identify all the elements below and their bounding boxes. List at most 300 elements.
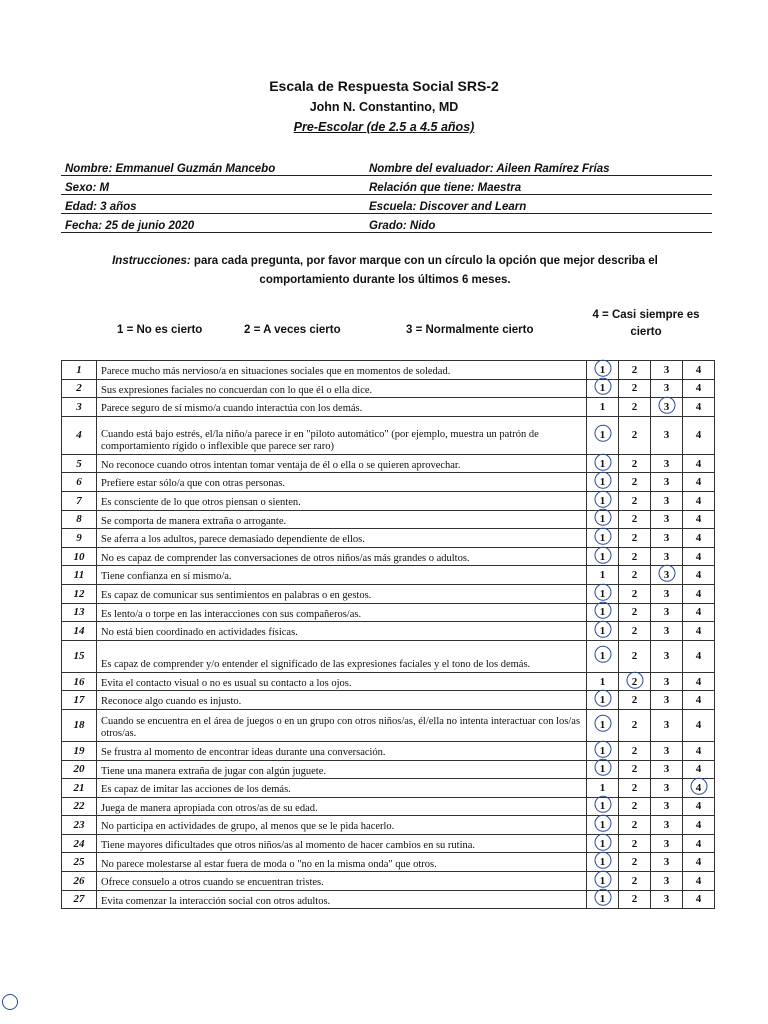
option-value: 1 bbox=[599, 624, 606, 637]
option-value: 2 bbox=[631, 744, 638, 757]
question-row bbox=[62, 584, 715, 603]
option-2[interactable] bbox=[619, 529, 651, 548]
question-row bbox=[62, 566, 715, 585]
option-4[interactable] bbox=[683, 566, 715, 585]
question-row bbox=[62, 872, 715, 891]
option-2-selected[interactable] bbox=[619, 672, 651, 691]
option-value: 4 bbox=[695, 650, 702, 663]
option-value: 3 bbox=[663, 719, 670, 732]
option-value: 1 bbox=[599, 719, 606, 732]
option-3[interactable] bbox=[651, 473, 683, 492]
option-2[interactable] bbox=[619, 361, 651, 380]
option-4[interactable] bbox=[683, 672, 715, 691]
option-value: 3 bbox=[663, 513, 670, 526]
option-4[interactable] bbox=[683, 510, 715, 529]
field-fecha: Fecha: 25 de junio 2020 bbox=[61, 214, 365, 233]
question-text: Parece mucho más nervioso/a en situaciones sociales que en momentos de soledad. bbox=[97, 361, 587, 380]
question-text: Ofrece consuelo a otros cuando se encuentran tristes. bbox=[97, 872, 587, 891]
option-4[interactable] bbox=[683, 760, 715, 779]
question-text: Es capaz de imitar las acciones de los demás. bbox=[97, 779, 587, 798]
question-text: No reconoce cuando otros intentan tomar ventaja de él o ella o se quieren aprovechar. bbox=[97, 454, 587, 473]
option-value: 4 bbox=[695, 476, 702, 489]
option-value: 4 bbox=[695, 744, 702, 757]
option-2[interactable] bbox=[619, 890, 651, 909]
option-3[interactable] bbox=[651, 872, 683, 891]
option-4[interactable] bbox=[683, 834, 715, 853]
option-3[interactable] bbox=[651, 584, 683, 603]
question-row bbox=[62, 622, 715, 641]
question-row bbox=[62, 491, 715, 510]
option-2[interactable] bbox=[619, 454, 651, 473]
option-value: 2 bbox=[631, 893, 638, 906]
option-value: 1 bbox=[599, 513, 606, 526]
question-text: Se aferra a los adultos, parece demasiado dependiente de ellos. bbox=[97, 529, 587, 548]
option-value: 2 bbox=[631, 694, 638, 707]
question-text: Se comporta de manera extraña o arrogante. bbox=[97, 510, 587, 529]
info-table bbox=[61, 157, 712, 233]
option-value: 4 bbox=[695, 763, 702, 776]
option-value: 3 bbox=[663, 587, 670, 600]
option-value: 1 bbox=[599, 893, 606, 906]
option-value: 1 bbox=[599, 569, 606, 582]
option-value: 2 bbox=[631, 587, 638, 600]
option-4[interactable] bbox=[683, 741, 715, 760]
option-value: 3 bbox=[663, 744, 670, 757]
option-1-selected[interactable] bbox=[587, 741, 619, 760]
option-3[interactable] bbox=[651, 691, 683, 710]
option-value: 3 bbox=[663, 531, 670, 544]
option-1-selected[interactable] bbox=[587, 890, 619, 909]
option-1-selected[interactable] bbox=[587, 529, 619, 548]
option-4[interactable] bbox=[683, 491, 715, 510]
field-evaluador: Nombre del evaluador: Aileen Ramírez Frías bbox=[365, 157, 712, 176]
question-row bbox=[62, 361, 715, 380]
question-number: 23 bbox=[62, 816, 97, 835]
option-value: 4 bbox=[695, 800, 702, 813]
option-value: 3 bbox=[663, 781, 670, 794]
option-1-selected[interactable] bbox=[587, 760, 619, 779]
question-number: 22 bbox=[62, 797, 97, 816]
form-author: John N. Constantino, MD bbox=[309, 100, 459, 114]
question-number: 21 bbox=[62, 779, 97, 798]
option-value: 4 bbox=[695, 694, 702, 707]
option-3[interactable] bbox=[651, 760, 683, 779]
option-value: 1 bbox=[599, 874, 606, 887]
question-text: Tiene confianza en sí mismo/a. bbox=[97, 566, 587, 585]
option-value: 4 bbox=[695, 457, 702, 470]
option-1-selected[interactable] bbox=[587, 584, 619, 603]
option-value: 3 bbox=[663, 874, 670, 887]
question-row bbox=[62, 416, 715, 454]
option-1-selected[interactable] bbox=[587, 640, 619, 672]
option-4[interactable] bbox=[683, 603, 715, 622]
option-1-selected[interactable] bbox=[587, 853, 619, 872]
question-number: 3 bbox=[62, 398, 97, 417]
option-3[interactable] bbox=[651, 379, 683, 398]
option-2[interactable] bbox=[619, 379, 651, 398]
option-value: 1 bbox=[599, 675, 606, 688]
option-value: 2 bbox=[631, 856, 638, 869]
option-1-selected[interactable] bbox=[587, 834, 619, 853]
question-row bbox=[62, 709, 715, 741]
option-value: 3 bbox=[663, 382, 670, 395]
question-text: No parece molestarse al estar fuera de moda o "no en la misma onda" que otros. bbox=[97, 853, 587, 872]
option-2[interactable] bbox=[619, 872, 651, 891]
option-3[interactable] bbox=[651, 741, 683, 760]
option-2[interactable] bbox=[619, 622, 651, 641]
question-number: 12 bbox=[62, 584, 97, 603]
field-sexo: Sexo: M bbox=[61, 176, 365, 195]
option-1-selected[interactable] bbox=[587, 816, 619, 835]
question-row bbox=[62, 816, 715, 835]
option-value: 3 bbox=[663, 550, 670, 563]
option-2[interactable] bbox=[619, 640, 651, 672]
question-row bbox=[62, 853, 715, 872]
question-number: 5 bbox=[62, 454, 97, 473]
option-value: 2 bbox=[631, 781, 638, 794]
option-value: 2 bbox=[631, 531, 638, 544]
option-4[interactable] bbox=[683, 547, 715, 566]
option-value: 3 bbox=[663, 800, 670, 813]
option-value: 2 bbox=[631, 429, 638, 442]
option-1-selected[interactable] bbox=[587, 379, 619, 398]
option-2[interactable] bbox=[619, 691, 651, 710]
option-1-selected[interactable] bbox=[587, 872, 619, 891]
question-number: 4 bbox=[62, 416, 97, 454]
question-number: 14 bbox=[62, 622, 97, 641]
question-number: 19 bbox=[62, 741, 97, 760]
option-value: 3 bbox=[663, 476, 670, 489]
option-2[interactable] bbox=[619, 416, 651, 454]
scale-legend-4: 4 = Casi siempre es cierto bbox=[592, 309, 700, 338]
option-value: 1 bbox=[599, 837, 606, 850]
option-2[interactable] bbox=[619, 779, 651, 798]
option-1-selected[interactable] bbox=[587, 797, 619, 816]
option-value: 2 bbox=[631, 382, 638, 395]
option-value: 3 bbox=[663, 856, 670, 869]
question-number: 9 bbox=[62, 529, 97, 548]
option-2[interactable] bbox=[619, 566, 651, 585]
option-4[interactable] bbox=[683, 584, 715, 603]
question-row bbox=[62, 379, 715, 398]
question-text: Se frustra al momento de encontrar ideas durante una conversación. bbox=[97, 741, 587, 760]
question-text: Tiene mayores dificultades que otros niños/as al momento de hacer cambios en su rutina. bbox=[97, 834, 587, 853]
option-2[interactable] bbox=[619, 547, 651, 566]
option-value: 2 bbox=[631, 675, 638, 688]
option-value: 2 bbox=[631, 763, 638, 776]
question-text: Prefiere estar sólo/a que con otras personas. bbox=[97, 473, 587, 492]
option-4[interactable] bbox=[683, 709, 715, 741]
option-value: 4 bbox=[695, 624, 702, 637]
question-row bbox=[62, 760, 715, 779]
option-value: 3 bbox=[663, 763, 670, 776]
option-2[interactable] bbox=[619, 584, 651, 603]
option-value: 4 bbox=[695, 675, 702, 688]
option-1-selected[interactable] bbox=[587, 709, 619, 741]
option-2[interactable] bbox=[619, 709, 651, 741]
option-value: 3 bbox=[663, 400, 670, 413]
option-value: 3 bbox=[663, 694, 670, 707]
option-3-selected[interactable] bbox=[651, 566, 683, 585]
option-value: 1 bbox=[599, 800, 606, 813]
option-value: 2 bbox=[631, 719, 638, 732]
option-3[interactable] bbox=[651, 853, 683, 872]
option-value: 1 bbox=[599, 694, 606, 707]
option-value: 2 bbox=[631, 837, 638, 850]
question-number: 2 bbox=[62, 379, 97, 398]
option-4[interactable] bbox=[683, 890, 715, 909]
option-3[interactable] bbox=[651, 834, 683, 853]
option-2[interactable] bbox=[619, 853, 651, 872]
option-4[interactable] bbox=[683, 797, 715, 816]
option-value: 2 bbox=[631, 569, 638, 582]
option-4[interactable] bbox=[683, 454, 715, 473]
form-subtitle: Pre-Escolar (de 2.5 a 4.5 años) bbox=[293, 120, 475, 134]
option-value: 3 bbox=[663, 569, 670, 582]
option-value: 3 bbox=[663, 650, 670, 663]
field-nombre: Nombre: Emmanuel Guzmán Mancebo bbox=[61, 157, 365, 176]
option-value: 3 bbox=[663, 494, 670, 507]
question-row bbox=[62, 529, 715, 548]
scale-legend-2: 2 = A veces cierto bbox=[244, 324, 341, 336]
option-4[interactable] bbox=[683, 872, 715, 891]
option-value: 4 bbox=[695, 874, 702, 887]
option-value: 1 bbox=[599, 400, 606, 413]
option-value: 2 bbox=[631, 606, 638, 619]
option-value: 1 bbox=[599, 650, 606, 663]
option-value: 2 bbox=[631, 800, 638, 813]
question-row bbox=[62, 741, 715, 760]
option-value: 4 bbox=[695, 382, 702, 395]
question-number: 24 bbox=[62, 834, 97, 853]
question-number: 17 bbox=[62, 691, 97, 710]
option-value: 1 bbox=[599, 781, 606, 794]
question-number: 10 bbox=[62, 547, 97, 566]
question-number: 13 bbox=[62, 603, 97, 622]
option-value: 1 bbox=[599, 550, 606, 563]
question-row bbox=[62, 691, 715, 710]
question-row bbox=[62, 672, 715, 691]
option-3[interactable] bbox=[651, 672, 683, 691]
option-4-selected[interactable] bbox=[683, 779, 715, 798]
question-text: No está bien coordinado en actividades físicas. bbox=[97, 622, 587, 641]
option-value: 1 bbox=[599, 476, 606, 489]
option-value: 2 bbox=[631, 550, 638, 563]
form-title: Escala de Respuesta Social SRS-2 bbox=[269, 78, 499, 94]
question-text: Parece seguro de sí mismo/a cuando interactúa con los demás. bbox=[97, 398, 587, 417]
option-2[interactable] bbox=[619, 603, 651, 622]
question-row bbox=[62, 454, 715, 473]
option-3[interactable] bbox=[651, 547, 683, 566]
option-4[interactable] bbox=[683, 361, 715, 380]
question-row bbox=[62, 779, 715, 798]
option-3[interactable] bbox=[651, 529, 683, 548]
option-4[interactable] bbox=[683, 473, 715, 492]
option-1-selected[interactable] bbox=[587, 691, 619, 710]
option-4[interactable] bbox=[683, 816, 715, 835]
question-number: 20 bbox=[62, 760, 97, 779]
option-4[interactable] bbox=[683, 622, 715, 641]
option-value: 2 bbox=[631, 363, 638, 376]
question-number: 11 bbox=[62, 566, 97, 585]
option-2[interactable] bbox=[619, 473, 651, 492]
field-grado: Grado: Nido bbox=[365, 214, 712, 233]
option-value: 1 bbox=[599, 531, 606, 544]
option-2[interactable] bbox=[619, 491, 651, 510]
option-1[interactable] bbox=[587, 566, 619, 585]
option-value: 4 bbox=[695, 513, 702, 526]
option-3-selected[interactable] bbox=[651, 398, 683, 417]
question-number: 18 bbox=[62, 709, 97, 741]
option-value: 1 bbox=[599, 763, 606, 776]
option-1-selected[interactable] bbox=[587, 603, 619, 622]
option-value: 2 bbox=[631, 874, 638, 887]
option-2[interactable] bbox=[619, 760, 651, 779]
option-value: 4 bbox=[695, 587, 702, 600]
option-3[interactable] bbox=[651, 510, 683, 529]
option-value: 3 bbox=[663, 893, 670, 906]
option-3[interactable] bbox=[651, 622, 683, 641]
question-row bbox=[62, 603, 715, 622]
question-text: Tiene una manera extraña de jugar con algún juguete. bbox=[97, 760, 587, 779]
question-text: Evita el contacto visual o no es usual su contacto a los ojos. bbox=[97, 672, 587, 691]
option-value: 4 bbox=[695, 893, 702, 906]
option-value: 2 bbox=[631, 476, 638, 489]
option-value: 3 bbox=[663, 675, 670, 688]
option-value: 2 bbox=[631, 650, 638, 663]
option-2[interactable] bbox=[619, 741, 651, 760]
option-value: 2 bbox=[631, 494, 638, 507]
option-value: 2 bbox=[631, 513, 638, 526]
option-value: 4 bbox=[695, 719, 702, 732]
option-value: 4 bbox=[695, 606, 702, 619]
option-4[interactable] bbox=[683, 529, 715, 548]
option-1-selected[interactable] bbox=[587, 510, 619, 529]
scale-legend-1: 1 = No es cierto bbox=[117, 324, 203, 336]
option-value: 4 bbox=[695, 819, 702, 832]
option-3[interactable] bbox=[651, 779, 683, 798]
option-4[interactable] bbox=[683, 640, 715, 672]
question-row bbox=[62, 473, 715, 492]
option-2[interactable] bbox=[619, 816, 651, 835]
option-value: 3 bbox=[663, 819, 670, 832]
option-1-selected[interactable] bbox=[587, 622, 619, 641]
option-value: 1 bbox=[599, 606, 606, 619]
question-number: 8 bbox=[62, 510, 97, 529]
field-escuela: Escuela: Discover and Learn bbox=[365, 195, 712, 214]
option-3[interactable] bbox=[651, 640, 683, 672]
question-row bbox=[62, 398, 715, 417]
question-number: 6 bbox=[62, 473, 97, 492]
questions-table bbox=[61, 360, 715, 909]
instructions-text: para cada pregunta, por favor marque con un círculo la opción que mejor describa el comportamiento durante los últimos 6 meses. bbox=[190, 255, 658, 286]
option-4[interactable] bbox=[683, 379, 715, 398]
option-1-selected[interactable] bbox=[587, 547, 619, 566]
option-3[interactable] bbox=[651, 797, 683, 816]
option-value: 2 bbox=[631, 457, 638, 470]
option-4[interactable] bbox=[683, 691, 715, 710]
question-text: No es capaz de comprender las conversaciones de otros niños/as más grandes o adultos. bbox=[97, 547, 587, 566]
option-value: 1 bbox=[599, 744, 606, 757]
field-relacion: Relación que tiene: Maestra bbox=[365, 176, 712, 195]
option-value: 1 bbox=[599, 587, 606, 600]
option-1-selected[interactable] bbox=[587, 491, 619, 510]
question-text: No participa en actividades de grupo, al menos que se le pida hacerlo. bbox=[97, 816, 587, 835]
option-1-selected[interactable] bbox=[587, 416, 619, 454]
option-value: 4 bbox=[695, 400, 702, 413]
question-number: 16 bbox=[62, 672, 97, 691]
question-text: Es capaz de comprender y/o entender el significado de las expresiones faciales y el tono de los demás. bbox=[97, 640, 587, 672]
question-text: Es capaz de comunicar sus sentimientos en palabras o en gestos. bbox=[97, 584, 587, 603]
question-number: 15 bbox=[62, 640, 97, 672]
option-value: 1 bbox=[599, 494, 606, 507]
option-1-selected[interactable] bbox=[587, 473, 619, 492]
option-value: 1 bbox=[599, 819, 606, 832]
option-2[interactable] bbox=[619, 398, 651, 417]
option-3[interactable] bbox=[651, 816, 683, 835]
option-2[interactable] bbox=[619, 834, 651, 853]
option-value: 3 bbox=[663, 606, 670, 619]
option-1-selected[interactable] bbox=[587, 361, 619, 380]
option-4[interactable] bbox=[683, 416, 715, 454]
instructions-label: Instrucciones: bbox=[112, 255, 191, 267]
question-text: Sus expresiones faciales no concuerdan con lo que él o ella dice. bbox=[97, 379, 587, 398]
option-value: 1 bbox=[599, 363, 606, 376]
option-value: 1 bbox=[599, 429, 606, 442]
option-value: 3 bbox=[663, 457, 670, 470]
option-2[interactable] bbox=[619, 510, 651, 529]
option-value: 4 bbox=[695, 531, 702, 544]
option-3[interactable] bbox=[651, 890, 683, 909]
circle-mark-icon bbox=[2, 994, 18, 1010]
question-row bbox=[62, 510, 715, 529]
option-3[interactable] bbox=[651, 603, 683, 622]
option-4[interactable] bbox=[683, 853, 715, 872]
option-1-selected[interactable] bbox=[587, 454, 619, 473]
option-value: 4 bbox=[695, 837, 702, 850]
question-text: Cuando se encuentra en el área de juegos o en un grupo con otros niños/as, él/ella no intenta interactuar con los/as otros/as. bbox=[97, 709, 587, 741]
option-value: 4 bbox=[695, 550, 702, 563]
question-row bbox=[62, 640, 715, 672]
question-row bbox=[62, 834, 715, 853]
question-number: 25 bbox=[62, 853, 97, 872]
option-value: 1 bbox=[599, 457, 606, 470]
question-number: 26 bbox=[62, 872, 97, 891]
option-3[interactable] bbox=[651, 454, 683, 473]
question-text: Cuando está bajo estrés, el/la niño/a parece ir en "piloto automático" (por ejemplo, muestra un patrón de comportamiento rígido o inflexible que parece ser raro) bbox=[97, 416, 587, 454]
field-edad: Edad: 3 años bbox=[61, 195, 365, 214]
option-value: 3 bbox=[663, 429, 670, 442]
question-row bbox=[62, 547, 715, 566]
scale-legend-3: 3 = Normalmente cierto bbox=[406, 324, 534, 336]
option-1[interactable] bbox=[587, 779, 619, 798]
option-3[interactable] bbox=[651, 416, 683, 454]
option-value: 1 bbox=[599, 382, 606, 395]
option-3[interactable] bbox=[651, 361, 683, 380]
option-1[interactable] bbox=[587, 398, 619, 417]
option-value: 3 bbox=[663, 363, 670, 376]
option-3[interactable] bbox=[651, 709, 683, 741]
option-3[interactable] bbox=[651, 491, 683, 510]
question-row bbox=[62, 890, 715, 909]
question-text: Es lento/a o torpe en las interacciones con sus compañeros/as. bbox=[97, 603, 587, 622]
instructions bbox=[90, 252, 680, 290]
option-value: 2 bbox=[631, 400, 638, 413]
option-1[interactable] bbox=[587, 672, 619, 691]
option-value: 4 bbox=[695, 856, 702, 869]
option-2[interactable] bbox=[619, 797, 651, 816]
option-4[interactable] bbox=[683, 398, 715, 417]
